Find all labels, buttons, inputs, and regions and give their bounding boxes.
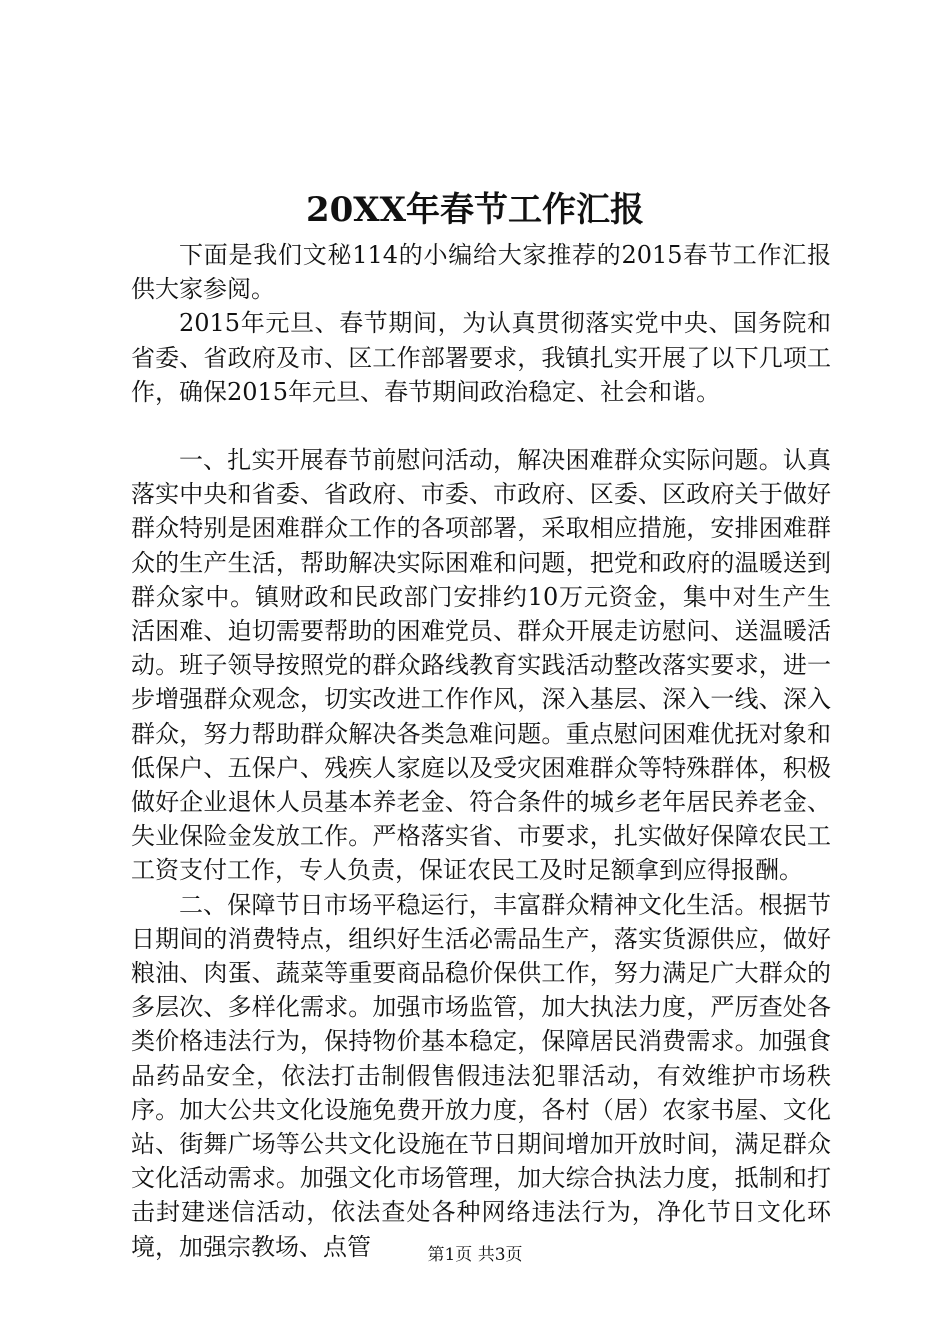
document-body — [131, 238, 831, 1264]
paragraph-overview: 2015年元旦、春节期间，为认真贯彻落实党中央、国务院和省委、省政府及市、区工作部署要求，我镇扎实开展了以下几项工作，确保2015年元旦、春节期间政治稳定、社会和谐。 — [131, 309, 831, 406]
document-title: 20XX年春节工作汇报 — [305, 190, 645, 230]
page-footer: 第1页 共3页 — [427, 1245, 523, 1265]
paragraph-section-one: 一、扎实开展春节前慰问活动，解决困难群众实际问题。认真落实中央和省委、省政府、市委、市政府、区委、区政府关于做好群众特别是困难群众工作的各项部署，采取相应措施，安排困难群众的生产生活，帮助解决实际困难和问题，把党和政府的温暖送到群众家中。镇财政和民政部门安排约10万元资金，集中对生产生活困难、迫切需要帮助的困难党员、群众开展走访慰问、送温暖活动。班子领导按照党的群众路线教育实践活动整改落实要求，进一步增强群众观念，切实改进工作作风，深入基层、深入一线、深入群众，努力帮助群众解决各类急难问题。重点慰问困难优抚对象和低保户、五保户、残疾人家庭以及受灾困难群众等特殊群体，积极做好企业退休人员基本养老金、符合条件的城乡老年居民养老金、失业保险金发放工作。严格落实省、市要求，扎实做好保障农民工工资支付工作，专人负责，保证农民工及时足额拿到应得报酬。 — [131, 446, 831, 885]
paragraph-intro: 下面是我们文秘114的小编给大家推荐的2015春节工作汇报供大家参阅。 — [131, 241, 831, 304]
paragraph-section-two: 二、保障节日市场平稳运行，丰富群众精神文化生活。根据节日期间的消费特点，组织好生活必需品生产，落实货源供应，做好粮油、肉蛋、蔬菜等重要商品稳价保供工作，努力满足广大群众的多层次、多样化需求。加强市场监管，加大执法力度，严厉查处各类价格违法行为，保持物价基本稳定，保障居民消费需求。加强食品药品安全，依法打击制假售假违法犯罪活动，有效维护市场秩序。加大公共文化设施免费开放力度，各村（居）农家书屋、文化站、街舞广场等公共文化设施在节日期间增加开放时间，满足群众文化活动需求。加强文化市场管理，加大综合执法力度，抵制和打击封建迷信活动，依法查处各种网络违法行为，净化节日文化环境，加强宗教场、点管 — [131, 890, 831, 1261]
